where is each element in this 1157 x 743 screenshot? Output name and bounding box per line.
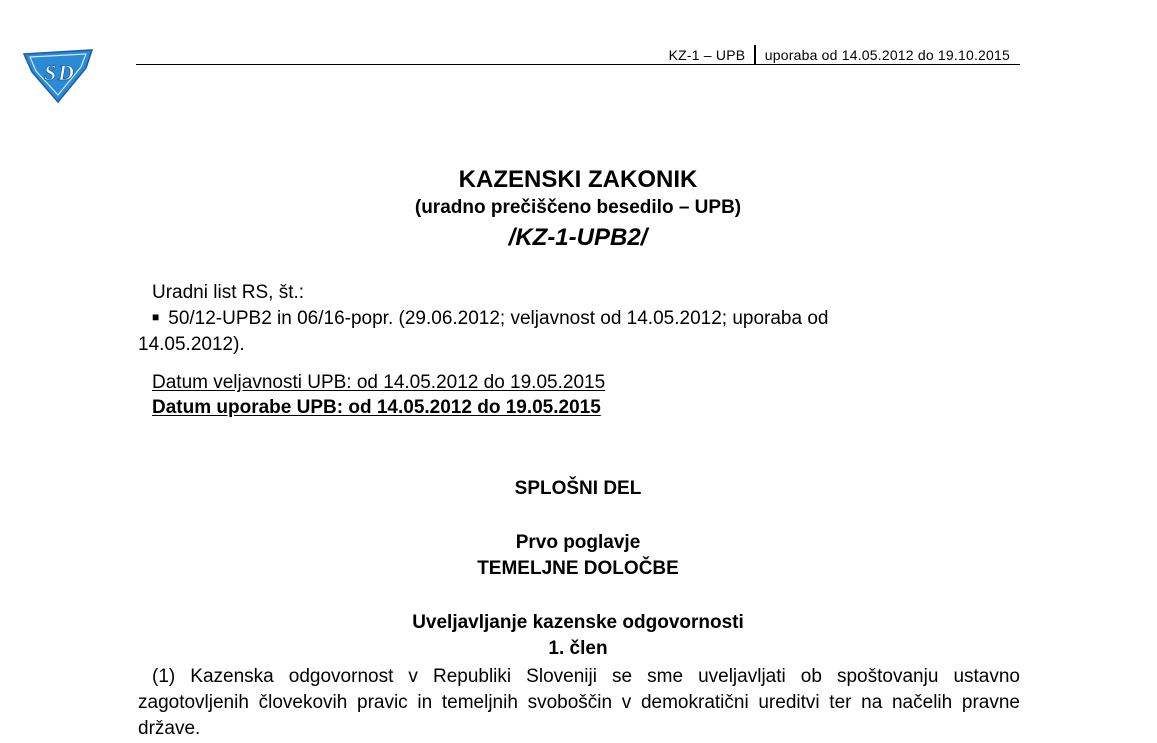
header-separator [754, 45, 756, 65]
validity-dates: Datum veljavnosti UPB: od 14.05.2012 do 19.05.2015 [152, 372, 606, 393]
svg-text:D: D [58, 60, 74, 85]
chapter-title: TEMELJNE DOLOČBE [477, 558, 679, 579]
sd-shield-logo-icon [20, 46, 96, 104]
chapter-number: Prvo poglavje [515, 532, 641, 553]
article-paragraph: (1) Kazenska odgovornost v Republiki Sloveniji se sme uveljavljati ob spoštovanju ustavno zagotovljenih človekovih pravic in temeljnih svoboščin v demokratični ureditvi ter na načelih pravne države. [138, 666, 1020, 739]
document-title: KAZENSKI ZAKONIK [458, 166, 698, 193]
article-heading: Uveljavljanje kazenske odgovornosti [412, 612, 744, 633]
header-rule [136, 64, 1020, 65]
header-code: KZ-1 – UPB [668, 47, 746, 63]
gazette-entry-text: 50/12-UPB2 in 06/16-popr. (29.06.2012; veljavnost od 14.05.2012; uporaba od [168, 308, 829, 329]
svg-text:S: S [44, 60, 57, 85]
part-heading: SPLOŠNI DEL [514, 478, 642, 499]
document-subtitle: (uradno prečiščeno besedilo – UPB) [414, 197, 742, 218]
document-code: /KZ-1-UPB2/ [508, 224, 648, 251]
article-number: 1. člen [548, 638, 608, 659]
running-header [669, 45, 1010, 65]
bullet-icon: ■ [152, 310, 160, 324]
header-usage: uporaba od 14.05.2012 do 19.10.2015 [764, 47, 1010, 63]
application-dates: Datum uporabe UPB: od 14.05.2012 do 19.05.2015 [152, 397, 601, 418]
gazette-entry [138, 308, 1034, 330]
gazette-label: Uradni list RS, št.: [152, 282, 305, 303]
gazette-entry-continuation: 14.05.2012). [138, 334, 245, 355]
